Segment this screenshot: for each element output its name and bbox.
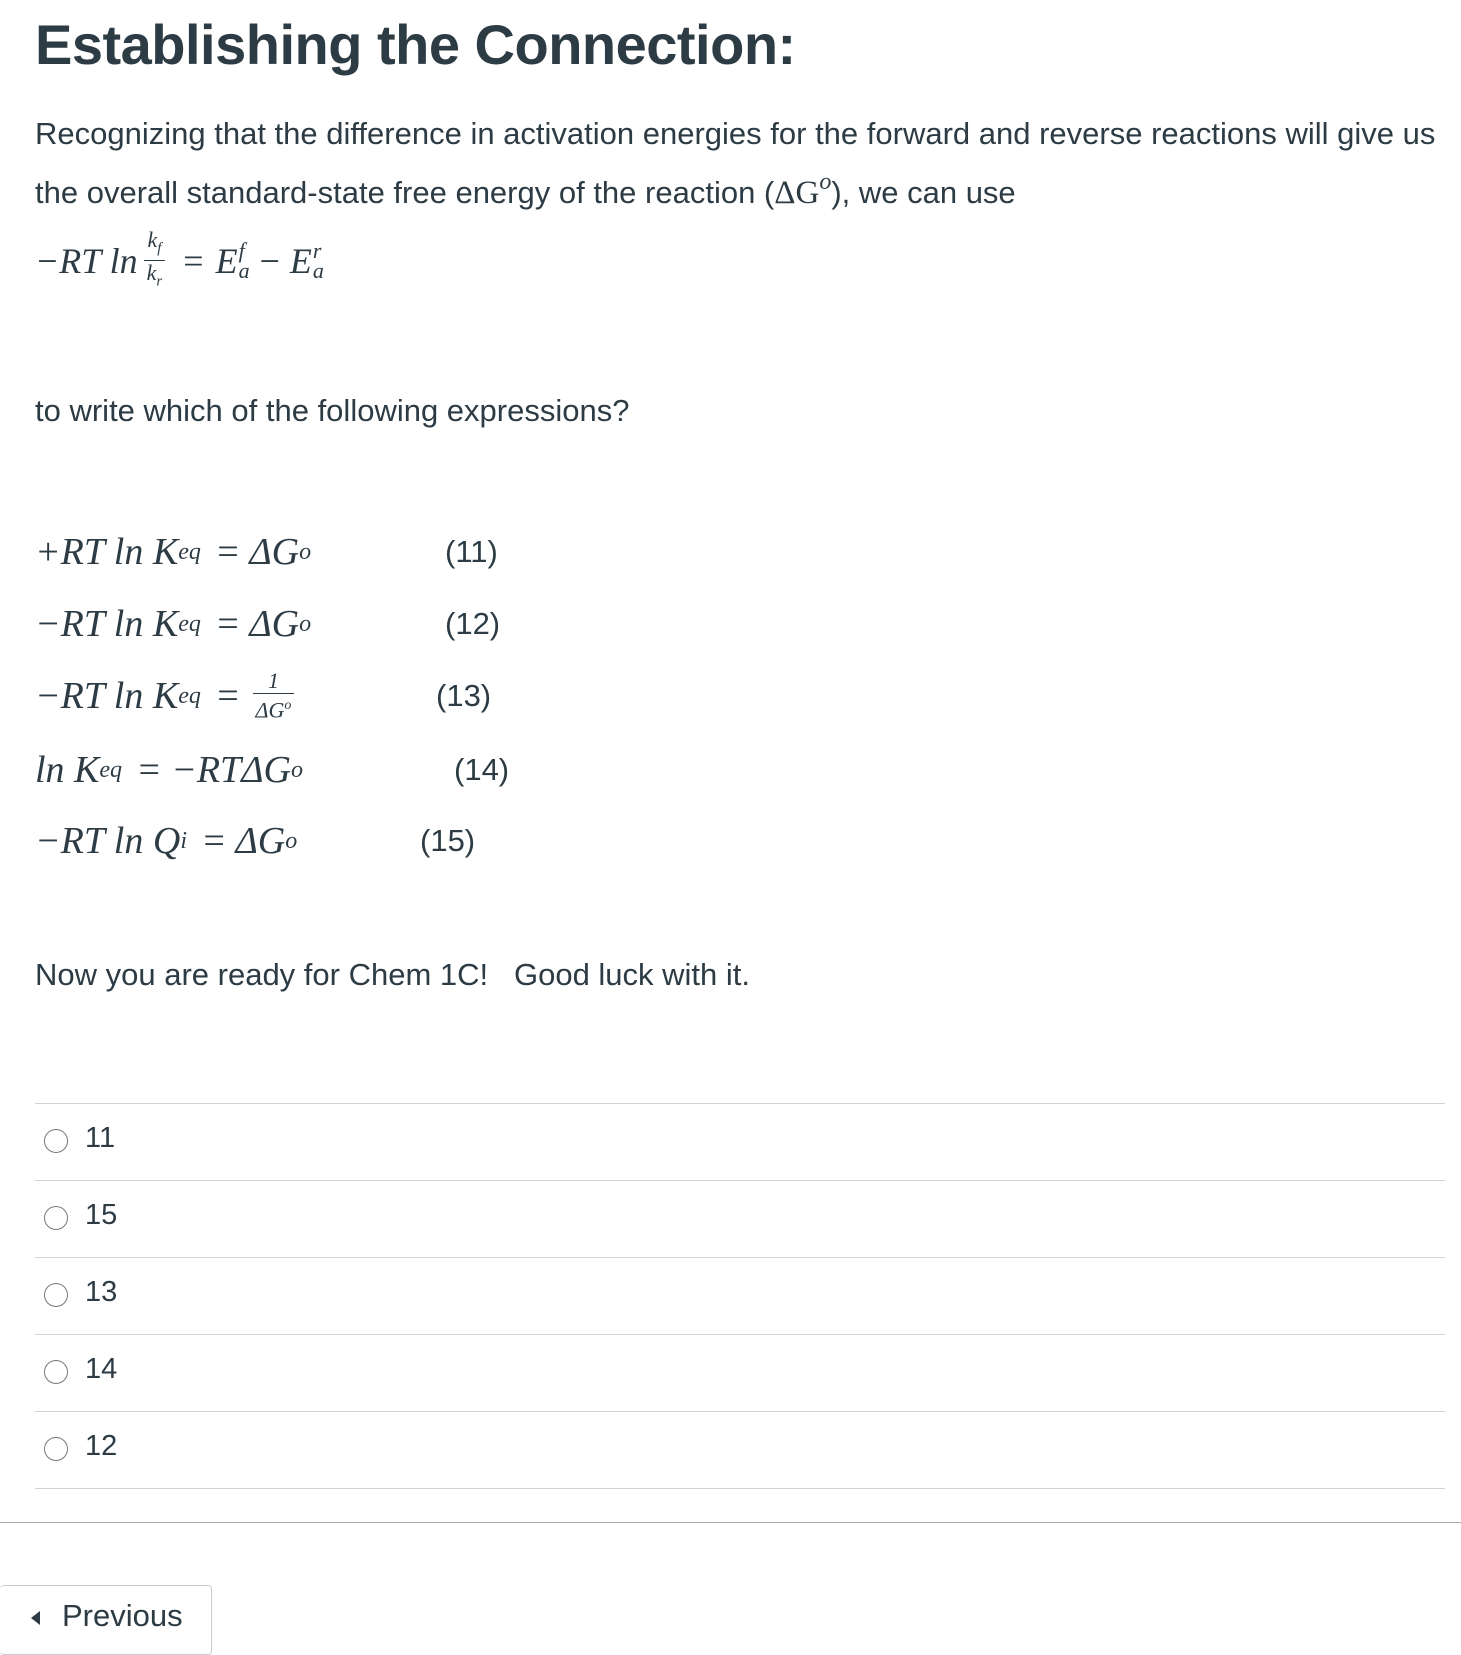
answer-option-14[interactable] bbox=[35, 1335, 1445, 1412]
answer-option-11[interactable] bbox=[35, 1104, 1445, 1181]
answer-choices bbox=[35, 1103, 1445, 1489]
equation-12: −RT ln K eq = ΔG o (12) bbox=[35, 603, 501, 645]
equation-15-label: (15) bbox=[420, 823, 476, 858]
radio-button[interactable] bbox=[44, 1360, 68, 1384]
intro-delta-g: $\Delta G^o$ bbox=[774, 169, 832, 211]
equation-14: ln K eq = −RTΔG o (14) bbox=[35, 749, 510, 791]
question-prompt: to write which of the following expressions? bbox=[35, 393, 630, 428]
radio-button[interactable] bbox=[44, 1437, 68, 1461]
answer-label: 12 bbox=[85, 1430, 118, 1462]
equation-15: −RT ln Q i = ΔG o (15) bbox=[35, 820, 476, 862]
radio-button[interactable] bbox=[44, 1206, 68, 1230]
answer-label: 15 bbox=[85, 1199, 118, 1231]
answer-option-13[interactable] bbox=[35, 1258, 1445, 1335]
intro-text-after: ), we can use bbox=[831, 175, 1016, 210]
answer-label: 13 bbox=[85, 1276, 118, 1308]
radio-button[interactable] bbox=[44, 1283, 68, 1307]
intro-text-before: Recognizing that the difference in activation energies for the forward and reverse reactions will give us the overall standard-state free energy of the reaction ( bbox=[35, 116, 1436, 210]
answer-label: 14 bbox=[85, 1353, 118, 1385]
rate-constant-fraction: $\frac{k_f}{k_r}$ bbox=[144, 228, 166, 294]
answer-option-12[interactable] bbox=[35, 1412, 1445, 1489]
main-eq-lhs: −RT ln bbox=[35, 240, 138, 281]
main-eq-minus: − bbox=[259, 240, 280, 281]
answer-option-15[interactable] bbox=[35, 1181, 1445, 1258]
main-eq-equals: = bbox=[183, 240, 204, 281]
caret-left-icon bbox=[31, 1611, 40, 1625]
question-title: Establishing the Connection: bbox=[35, 13, 796, 76]
footer-divider bbox=[0, 1522, 1461, 1523]
forward-activation-energy: E bbox=[215, 240, 238, 281]
equation-11: +RT ln K eq = ΔG o (11) bbox=[35, 531, 498, 573]
activation-energy-equation: −RT ln $\frac{k_f}{k_r}$ = E f a − E r a bbox=[35, 228, 332, 294]
equation-13: −RT ln K eq = $\frac{1}{\Delta G^o}$ (13) bbox=[35, 668, 492, 723]
closing-text: Now you are ready for Chem 1C! Good luck with it. bbox=[35, 957, 751, 992]
equation-14-label: (14) bbox=[454, 752, 510, 787]
equation-12-label: (12) bbox=[445, 606, 501, 641]
question-intro bbox=[35, 110, 1445, 217]
radio-button[interactable] bbox=[44, 1129, 68, 1153]
answer-label: 11 bbox=[85, 1122, 116, 1154]
previous-button-label: Previous bbox=[62, 1598, 183, 1633]
equation-11-label: (11) bbox=[445, 534, 498, 569]
equation-13-label: (13) bbox=[436, 678, 492, 713]
reverse-activation-energy: E bbox=[289, 240, 312, 281]
